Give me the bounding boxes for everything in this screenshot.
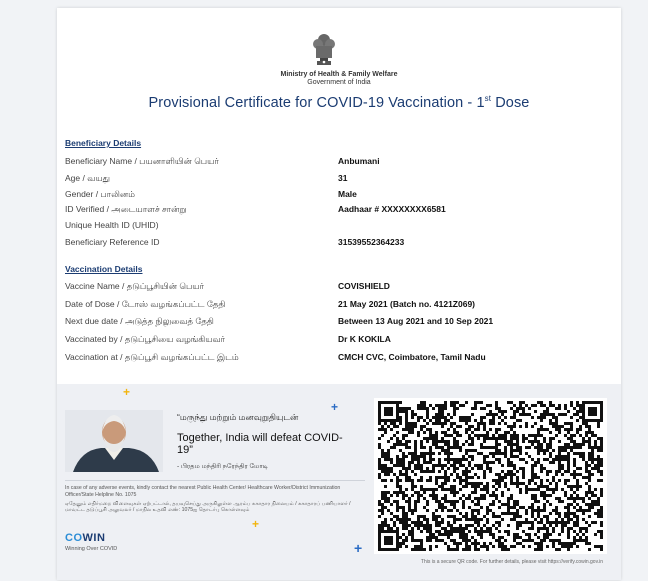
helpline-english: In case of any adverse events, kindly contact the nearest Public Health Center/ Healthcare Worker/District Immunization Officer/State Helpline No. 1075	[65, 485, 341, 498]
beneficiary-name-row	[65, 156, 605, 170]
reference-id-row	[65, 237, 605, 251]
row-value: COVISHIELD	[338, 281, 390, 291]
cowin-tagline: Winning Over COVID	[65, 546, 118, 552]
vaccinated-by-row	[65, 334, 605, 348]
quote-tamil: “மருந்து மற்றும் மனவுறுதியுடன்	[177, 412, 299, 422]
row-value: CMCH CVC, Coimbatore, Tamil Nadu	[338, 352, 486, 362]
row-label: Vaccination at / தடுப்பூசி வழங்கப்பட்ட இடம்	[65, 352, 239, 362]
row-value: Aadhaar # XXXXXXXX6581	[338, 204, 446, 214]
pm-portrait	[65, 410, 163, 472]
qr-code-icon	[374, 398, 607, 554]
next-due-row	[65, 316, 605, 330]
uhid-row	[65, 220, 605, 234]
qr-finder-pattern	[378, 530, 399, 551]
qr-modules	[378, 401, 603, 551]
row-label: ID Verified / அடையாளச் சான்று	[65, 204, 187, 214]
row-value: 31539552364233	[338, 237, 405, 247]
vaccine-name-row	[65, 281, 605, 295]
row-label: Next due date / அடுத்த நிலுவைத் தேதி	[65, 316, 214, 326]
row-label: Age / வயது	[65, 173, 111, 183]
row-value: Between 13 Aug 2021 and 10 Sep 2021	[338, 316, 494, 326]
qr-finder-pattern	[378, 401, 399, 422]
plus-decor-icon: +	[354, 540, 363, 556]
age-row	[65, 173, 605, 187]
qr-finder-pattern	[582, 401, 603, 422]
quote-english: Together, India will defeat COVID-19”	[177, 432, 343, 456]
vaccination-heading: Vaccination Details	[65, 264, 143, 274]
row-value: Dr K KOKILA	[338, 334, 391, 344]
gender-row	[65, 189, 605, 203]
row-label: Gender / பாலினம்	[65, 189, 135, 199]
dose-date-row	[65, 299, 605, 313]
helpline-tamil: ஏதேனும் எதிர்மறை விளைவுகள் ஏற்பட்டால், தயவுசெய்து அருகிலுள்ள ஆரம்ப சுகாதார நிலையம் / சுகாதாரப் பணியாளர் / மாவட்ட தடுப்பூசி அலுவலர் / மாநில உதவி எண்: 1075ஐ தொடர்பு கொள்ளவும்	[65, 500, 351, 514]
quote-attribution: - பிரதம மந்திரி நரேந்திர மோடி	[177, 463, 268, 470]
certificate-title: Provisional Certificate for COVID-19 Vaccination - 1st Dose	[148, 94, 530, 111]
row-label: Date of Dose / டோஸ் வழங்கப்பட்ட தேதி	[65, 299, 226, 309]
row-label: Beneficiary Name / பயனாளியின் பெயர்	[65, 156, 219, 166]
id-verified-row	[65, 204, 605, 218]
helpline-text	[65, 485, 365, 514]
national-emblem-icon	[309, 28, 339, 68]
plus-decor-icon: +	[123, 385, 131, 399]
row-label: Vaccinated by / தடுப்பூசியை வழங்கியவர்	[65, 334, 226, 344]
qr-code-container	[374, 398, 607, 554]
row-label: Beneficiary Reference ID	[65, 237, 160, 247]
cowin-logo: COWIN	[65, 532, 106, 544]
ministry-name: Ministry of Health & Family Welfare	[280, 71, 398, 78]
beneficiary-heading: Beneficiary Details	[65, 138, 142, 148]
plus-decor-icon: +	[331, 400, 339, 414]
row-value: Anbumani	[338, 156, 380, 166]
row-label: Vaccine Name / தடுப்பூசியின் பெயர்	[65, 281, 205, 291]
footer-panel	[57, 384, 621, 580]
government-name: Government of India	[307, 79, 371, 86]
divider	[65, 480, 365, 481]
plus-decor-icon: +	[252, 517, 260, 531]
vaccination-at-row	[65, 352, 605, 366]
row-label: Unique Health ID (UHID)	[65, 220, 159, 230]
row-value: Male	[338, 189, 357, 199]
certificate	[57, 8, 621, 580]
row-value: 21 May 2021 (Batch no. 4121Z069)	[338, 299, 476, 309]
qr-note: This is a secure QR code. For further details, please visit https://verify.cowin.gov.in	[420, 559, 603, 565]
row-value: 31	[338, 173, 348, 183]
